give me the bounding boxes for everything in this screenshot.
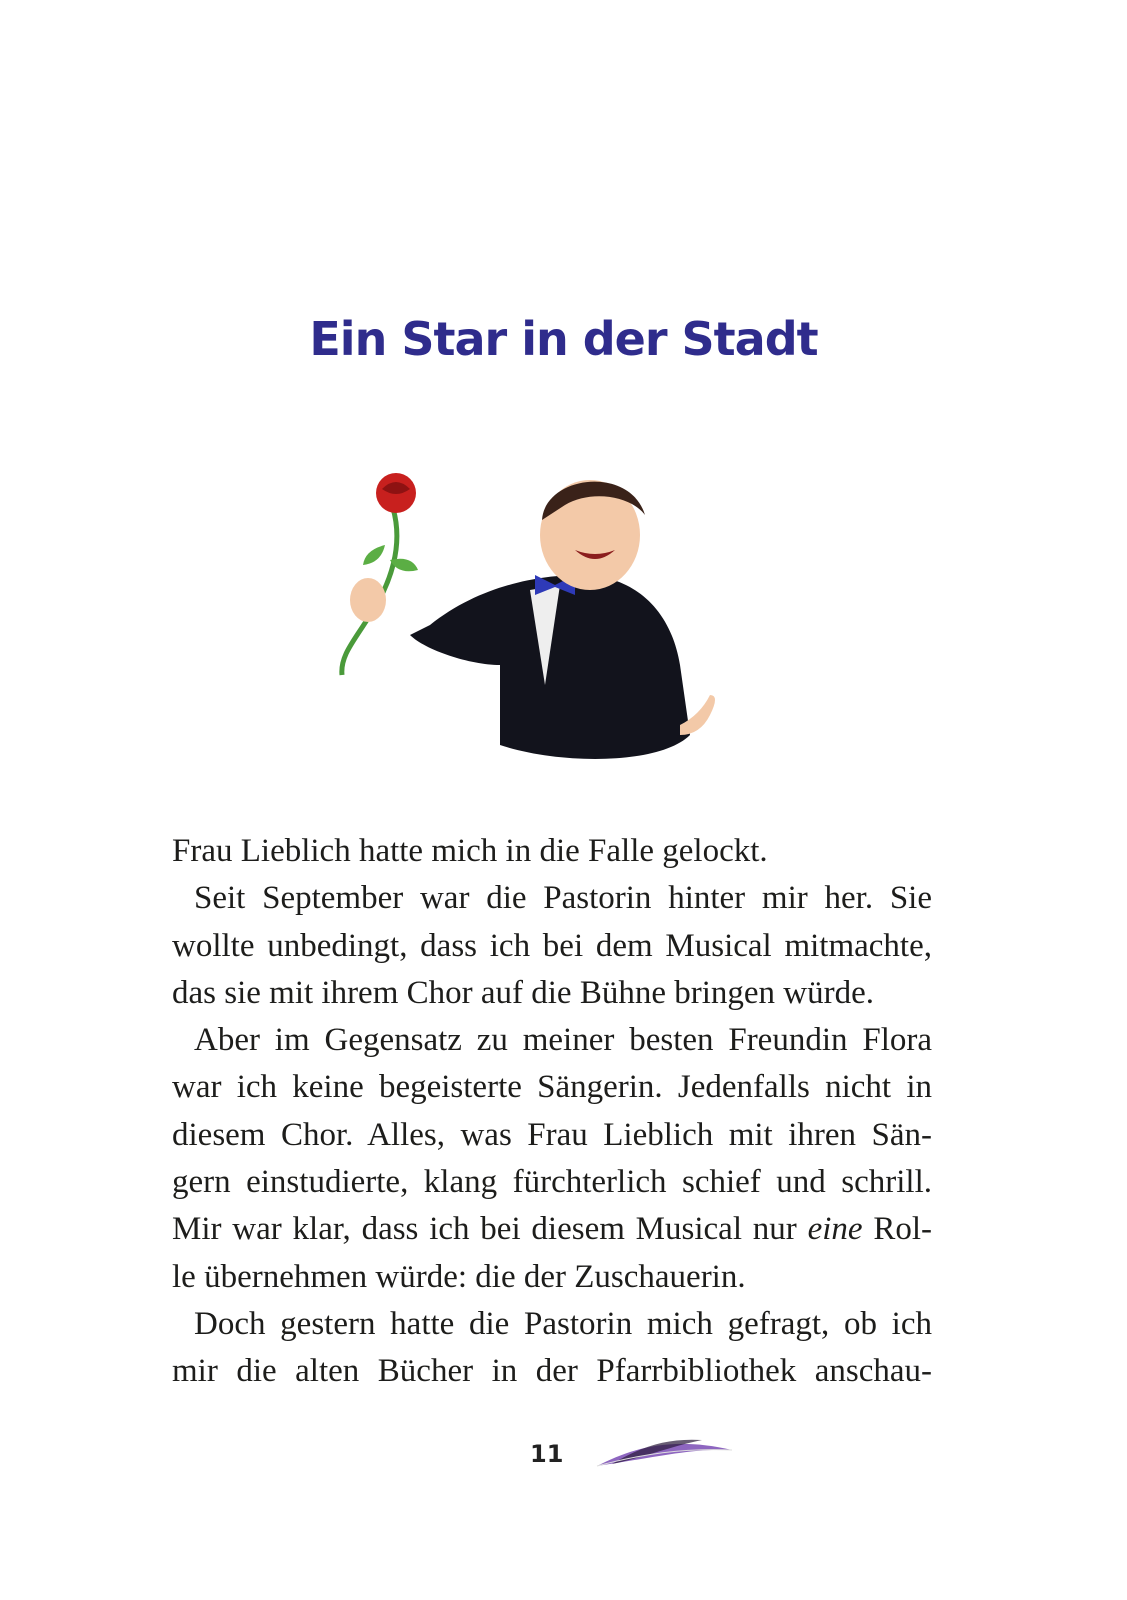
body-text xyxy=(172,828,932,1396)
body-line: wollte unbedingt, dass ich bei dem Musical mitmachte, xyxy=(172,927,932,964)
page-number: 11 xyxy=(530,1440,564,1468)
body-line-tail: Rol- xyxy=(862,1211,932,1248)
body-line: diesem Chor. Alles, was Frau Lieblich mit ihren Sän- xyxy=(172,1116,932,1153)
chapter-title: Ein Star in der Stadt xyxy=(309,312,818,366)
body-line: das sie mit ihrem Chor auf die Bühne bringen würde. xyxy=(172,974,875,1011)
body-line: Frau Lieblich hatte mich in die Falle gelockt. xyxy=(172,833,768,869)
body-line: le übernehmen würde: die der Zuschauerin. xyxy=(172,1258,746,1295)
singer-with-rose-illustration xyxy=(330,465,740,775)
body-line: war ich keine begeisterte Sängerin. Jedenfalls nicht in xyxy=(172,1069,932,1106)
body-line xyxy=(172,1206,932,1253)
body-line: Seit September war die Pastorin hinter mir her. Sie xyxy=(194,880,932,917)
body-line-text: Mir war klar, dass ich bei diesem Musical nur xyxy=(172,1211,808,1248)
emphasis-word: eine xyxy=(807,1211,863,1248)
body-line: mir die alten Bücher in der Pfarrbibliothek anschau- xyxy=(172,1353,932,1390)
body-line: Doch gestern hatte die Pastorin mich gefragt, ob ich xyxy=(194,1305,932,1342)
feather-icon xyxy=(592,1428,737,1478)
hand-left xyxy=(350,578,386,622)
body-line: gern einstudierte, klang fürchterlich schief und schrill. xyxy=(172,1164,932,1201)
body-line: Aber im Gegensatz zu meiner besten Freundin Flora xyxy=(194,1022,932,1059)
